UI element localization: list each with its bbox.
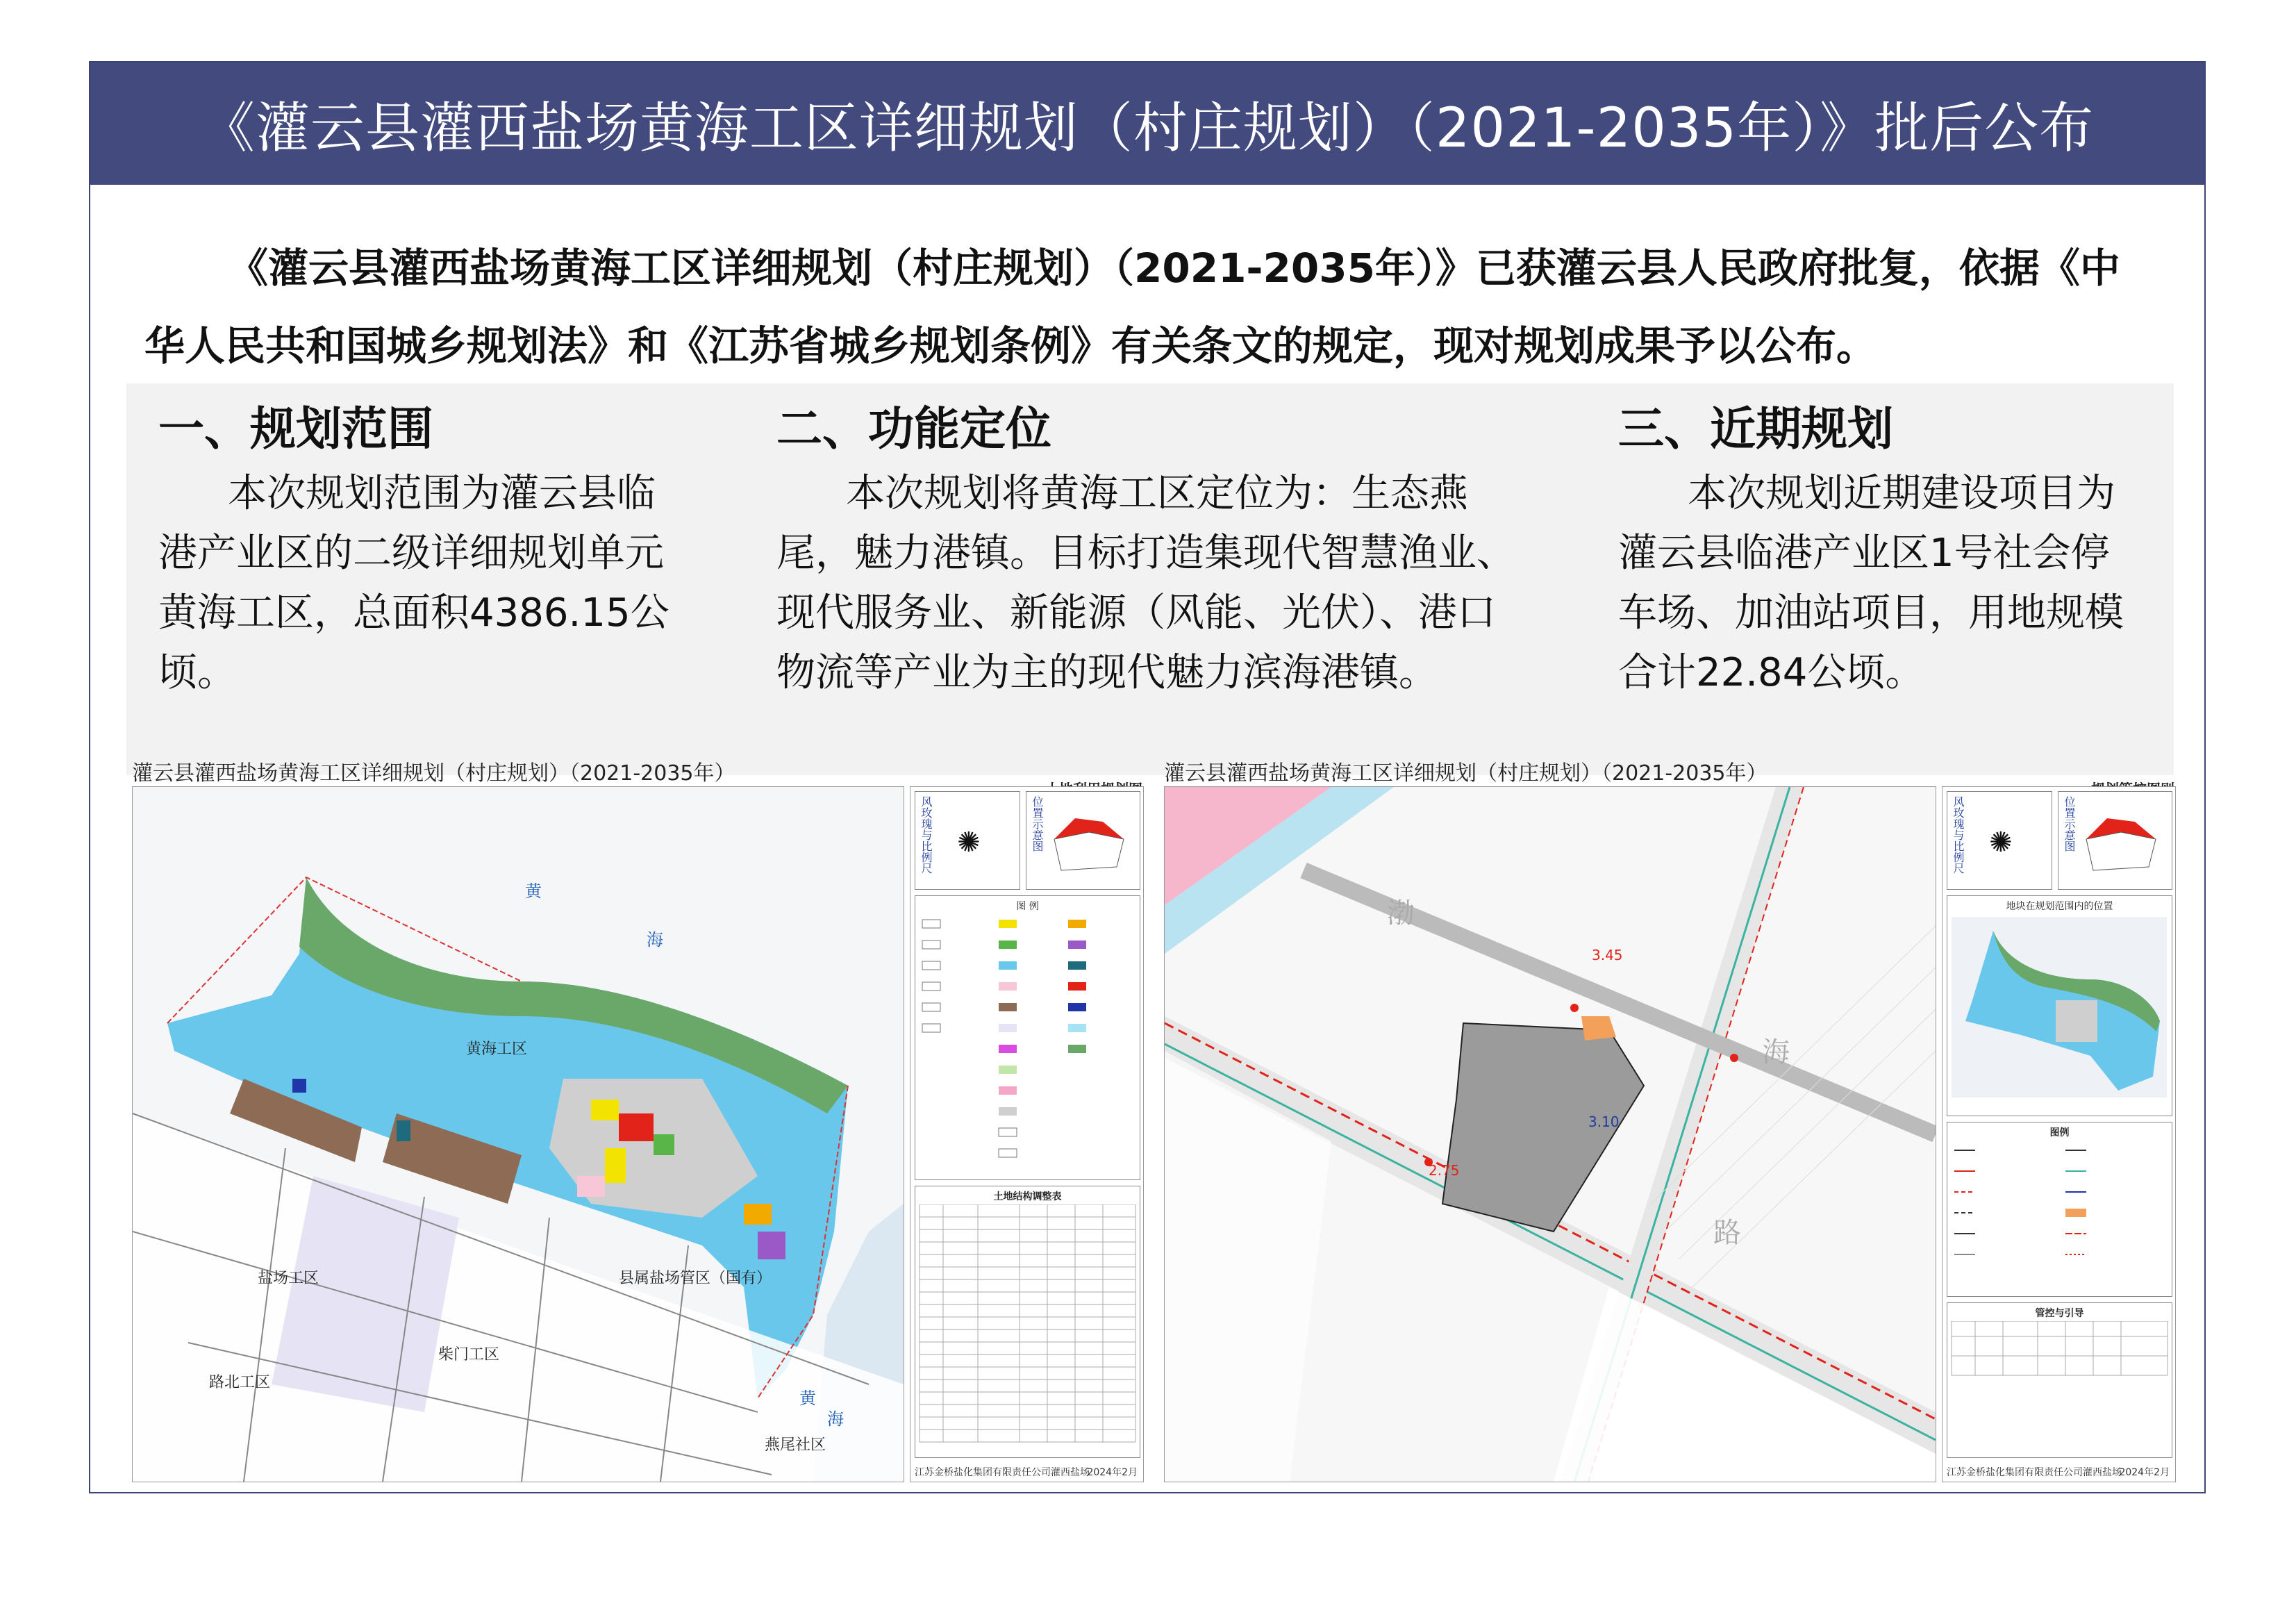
control-map[interactable]: [1164, 786, 1936, 1482]
table-title: 土地结构调整表: [993, 1191, 1062, 1202]
intro-paragraph: 《灌云县灌西盐场黄海工区详细规划（村庄规划）（2021-2035年）》已获灌云县人民政府批复，依据《中华人民共和国城乡规划法》和《江苏省城乡规划条例》有关条文的规定，现对规划成果予以公布。: [144, 245, 2120, 370]
compass-icon: ✺: [1989, 827, 2013, 859]
road-name-label: 海: [1762, 1036, 1790, 1068]
control-map-panel: [1164, 756, 2174, 1485]
date-footer: 2024年2月: [1087, 1467, 1138, 1478]
land-use-map[interactable]: [132, 786, 904, 1482]
control-table-box: [1947, 1302, 2172, 1458]
compass-box: [1947, 791, 2052, 890]
location-box: [1026, 791, 1140, 890]
page-title: 《灌云县灌西盐场黄海工区详细规划（村庄规划）（2021-2035年）》批后公布: [90, 63, 2204, 185]
map-title: 灌云县灌西盐场黄海工区详细规划（村庄规划）（2021-2035年）: [1164, 761, 1767, 786]
legend-box: [915, 895, 1140, 1180]
road-name-label: 路: [1713, 1217, 1741, 1249]
sea-label: 黄: [799, 1389, 816, 1408]
road-name-label: 渤: [1387, 897, 1415, 929]
compass-icon: ✺: [957, 827, 981, 859]
date-footer: 2024年2月: [2119, 1467, 2170, 1478]
section-near-term: [1618, 395, 2146, 703]
area-label: 柴门工区: [438, 1346, 500, 1364]
legend-swatches: [1947, 1141, 2172, 1293]
legend-box: [1947, 1122, 2172, 1297]
sea-label: 海: [647, 930, 663, 950]
position-title: 地块在规划范围内的位置: [2006, 901, 2113, 912]
area-label: 黄海工区: [466, 1041, 528, 1058]
sea-label: 海: [827, 1409, 844, 1429]
section-positioning: [776, 395, 1526, 703]
map-side-panel: [910, 786, 1144, 1482]
section-title: 二、功能定位: [776, 402, 1051, 456]
legend-title: 图例: [2049, 1127, 2070, 1138]
location-thumbnail: [1047, 804, 1138, 881]
elevation-label: 2.75: [1429, 1162, 1460, 1179]
compass-box: [915, 791, 1020, 890]
section-title: 三、近期规划: [1618, 402, 1893, 456]
sections-panel: [126, 383, 2174, 775]
org-footer: 江苏金桥盐化集团有限责任公司灌西盐场: [1947, 1467, 2122, 1478]
compass-label: 风玫瑰与比例尺: [920, 796, 933, 874]
sea-label: 黄: [525, 881, 542, 901]
legend-title: 图 例: [1016, 901, 1039, 912]
compass-label: 风玫瑰与比例尺: [1952, 796, 1965, 874]
table-grid: [915, 1204, 1140, 1455]
elevation-label: 3.45: [1592, 947, 1623, 963]
elevation-label: 3.10: [1588, 1113, 1620, 1130]
location-thumbnail: [2079, 804, 2170, 881]
section-body: 本次规划范围为灌云县临港产业区的二级详细规划单元黄海工区，总面积4386.15公顷。: [158, 471, 669, 695]
land-use-map-panel: [132, 756, 1142, 1485]
section-body: 本次规划将黄海工区定位为：生态燕尾，魅力港镇。目标打造集现代智慧渔业、现代服务业、新能源（风能、光伏）、港口物流等产业为主的现代魅力滨海港镇。: [776, 471, 1515, 695]
section-body: 本次规划近期建设项目为灌云县临港产业区1号社会停车场、加油站项目，用地规模合计22.84公顷。: [1618, 471, 2124, 695]
section-scope: [158, 395, 686, 703]
position-box: [1947, 895, 2172, 1116]
org-footer: 江苏金桥盐化集团有限责任公司灌西盐场: [915, 1467, 1090, 1478]
control-grid: [1947, 1321, 2172, 1453]
area-label: 盐场工区: [258, 1270, 319, 1287]
area-label: 县属盐场管区（国有）: [619, 1270, 772, 1287]
position-thumbnail: [1952, 917, 2167, 1097]
control-map-graphic: [1165, 787, 1936, 1482]
section-title: 一、规划范围: [158, 402, 433, 456]
location-label: 位置示意图: [1031, 796, 1044, 852]
control-title: 管控与引导: [2035, 1308, 2084, 1319]
land-structure-table-box: [915, 1186, 1140, 1458]
map-title: 灌云县灌西盐场黄海工区详细规划（村庄规划）（2021-2035年）: [132, 761, 735, 786]
map-side-panel: [1942, 786, 2176, 1482]
area-label: 燕尾社区: [765, 1436, 826, 1454]
legend-swatches: [915, 913, 1138, 1177]
location-label: 位置示意图: [2063, 796, 2076, 852]
location-box: [2058, 791, 2172, 890]
area-label: 路北工区: [209, 1374, 271, 1391]
